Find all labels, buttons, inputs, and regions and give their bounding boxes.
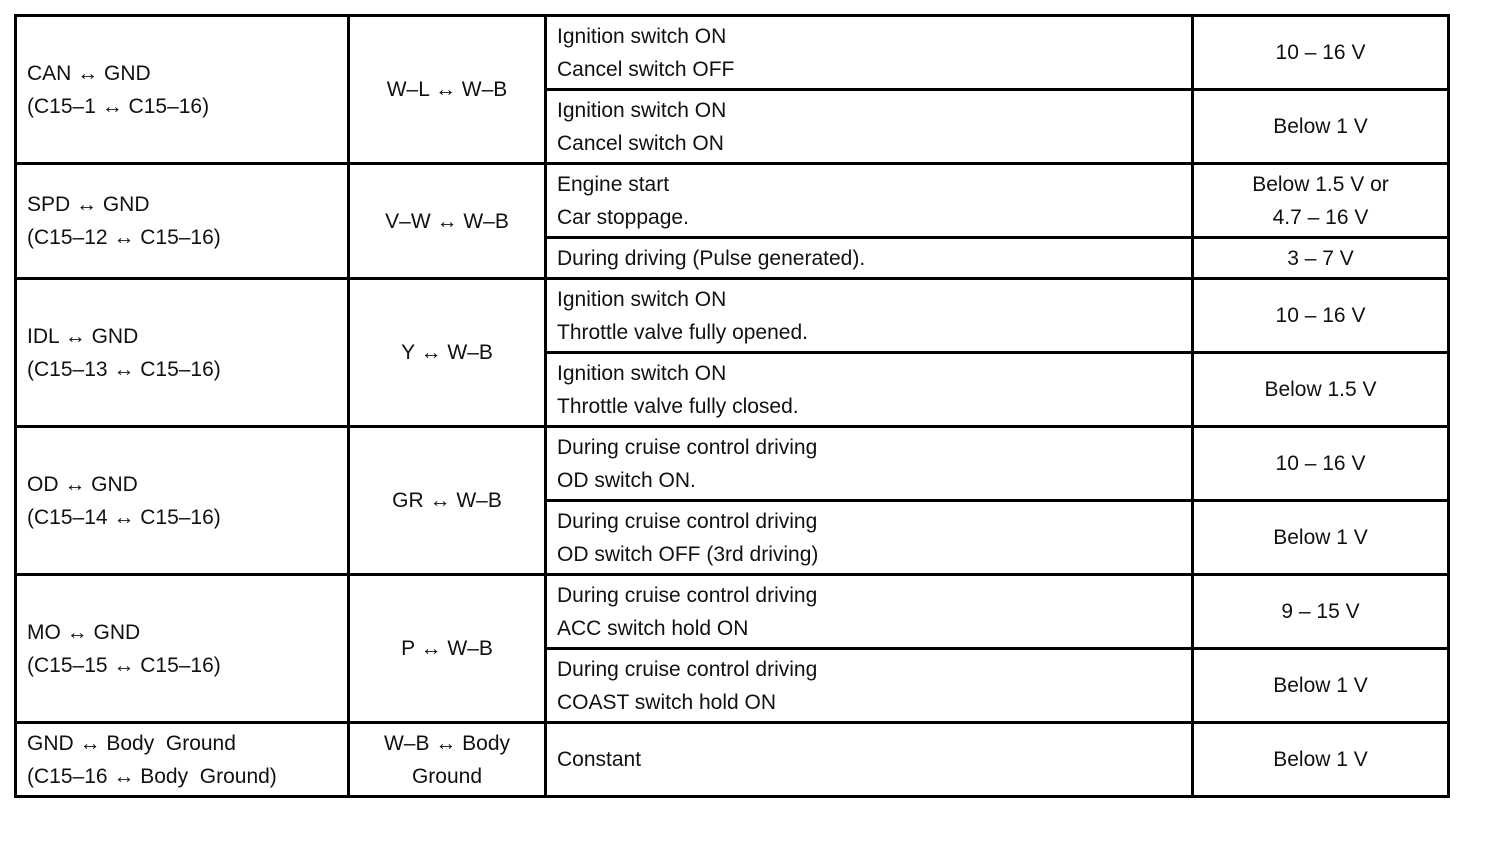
specified-value-cell <box>1193 238 1449 279</box>
cell-text-line: GND ↔ Body Ground <box>27 731 236 755</box>
wire-color-cell <box>349 427 546 575</box>
cell-text-line: (C15–15 ↔ C15–16) <box>27 653 221 677</box>
cell-text-line: OD switch OFF (3rd driving) <box>557 542 819 566</box>
cell-text-line: Below 1 V <box>1273 674 1368 697</box>
cell-text-line: During driving (Pulse generated). <box>557 246 866 270</box>
cell-text-line: 10 – 16 V <box>1275 452 1366 475</box>
cell-text-line: V–W ↔ W–B <box>385 209 509 233</box>
cell-text-line: Below 1 V <box>1273 748 1368 771</box>
cell-text-line: SPD ↔ GND <box>27 193 150 216</box>
cell-text-line: Constant <box>557 748 642 771</box>
wire-color-cell <box>349 164 546 279</box>
cell-text-line: W–B ↔ Body <box>383 731 511 755</box>
cell-text-line: COAST switch hold ON <box>557 690 777 714</box>
cell-text-line: Cancel switch ON <box>557 131 724 155</box>
terminal-cell <box>16 575 349 723</box>
cell-text-line: GR ↔ W–B <box>392 489 502 512</box>
specified-value-cell <box>1193 427 1449 501</box>
cell-text-line: During cruise control driving <box>557 435 818 459</box>
cell-text-line: (C15–12 ↔ C15–16) <box>27 226 221 249</box>
condition-cell <box>546 427 1193 501</box>
cell-text-line: During cruise control driving <box>557 583 818 607</box>
terminal-voltage-table <box>14 14 1450 798</box>
specified-value-cell <box>1193 16 1449 90</box>
table-row <box>16 427 1449 501</box>
cell-text-line: Throttle valve fully opened. <box>557 320 808 344</box>
cell-text-line: Ignition switch ON <box>557 24 727 48</box>
condition-cell <box>546 16 1193 90</box>
cell-text-line: CAN ↔ GND <box>27 61 151 85</box>
cell-text-line: Ignition switch ON <box>557 98 727 122</box>
specified-value-cell <box>1193 353 1449 427</box>
cell-text-line: Engine start <box>557 172 670 196</box>
cell-text-line: Ground <box>411 764 483 788</box>
cell-text-line: IDL ↔ GND <box>27 324 139 348</box>
table-row <box>16 279 1449 353</box>
condition-cell <box>546 238 1193 279</box>
cell-text-line: 9 – 15 V <box>1281 600 1360 623</box>
cell-text-line: Throttle valve fully closed. <box>557 394 799 418</box>
terminal-cell <box>16 427 349 575</box>
wire-color-cell <box>349 575 546 723</box>
cell-text-line: (C15–14 ↔ C15–16) <box>27 505 221 529</box>
condition-cell <box>546 649 1193 723</box>
specified-value-cell <box>1193 575 1449 649</box>
terminal-cell <box>16 279 349 427</box>
wire-color-cell <box>349 279 546 427</box>
wire-color-cell <box>349 723 546 797</box>
cell-text-line: Below 1.5 V or <box>1252 172 1389 196</box>
cell-text-line: Below 1 V <box>1273 526 1368 549</box>
specified-value-cell <box>1193 90 1449 164</box>
cell-text-line: 3 – 7 V <box>1287 246 1354 270</box>
cell-text-line: OD ↔ GND <box>27 472 138 496</box>
cell-text-line: 4.7 – 16 V <box>1272 205 1369 229</box>
specified-value-cell <box>1193 279 1449 353</box>
cell-text-line: Y ↔ W–B <box>401 341 493 364</box>
condition-cell <box>546 501 1193 575</box>
condition-cell <box>546 353 1193 427</box>
cell-text-line: (C15–1 ↔ C15–16) <box>27 94 210 118</box>
cell-text-line: During cruise control driving <box>557 657 818 681</box>
cell-text-line: 10 – 16 V <box>1275 304 1366 327</box>
cell-text-line: Car stoppage. <box>557 205 689 229</box>
terminal-cell <box>16 164 349 279</box>
cell-text-line: W–L ↔ W–B <box>386 78 508 101</box>
specified-value-cell <box>1193 723 1449 797</box>
cell-text-line: Below 1.5 V <box>1264 378 1377 401</box>
condition-cell <box>546 90 1193 164</box>
cell-text-line: Cancel switch OFF <box>557 57 735 81</box>
wire-color-cell <box>349 16 546 164</box>
cell-text-line: OD switch ON. <box>557 468 696 492</box>
cell-text-line: During cruise control driving <box>557 509 818 533</box>
cell-text-line: P ↔ W–B <box>401 637 493 660</box>
terminal-cell <box>16 16 349 164</box>
cell-text-line: (C15–13 ↔ C15–16) <box>27 357 221 381</box>
cell-text-line: ACC switch hold ON <box>557 616 749 640</box>
table-row <box>16 723 1449 797</box>
cell-text-line: 10 – 16 V <box>1275 41 1366 64</box>
specified-value-cell <box>1193 164 1449 238</box>
cell-text-line: Below 1 V <box>1273 115 1368 138</box>
table-row <box>16 575 1449 649</box>
cell-text-line: (C15–16 ↔ Body Ground) <box>27 764 277 788</box>
table-row <box>16 16 1449 90</box>
table-row <box>16 164 1449 238</box>
condition-cell <box>546 164 1193 238</box>
specified-value-cell <box>1193 501 1449 575</box>
condition-cell <box>546 279 1193 353</box>
condition-cell <box>546 575 1193 649</box>
specified-value-cell <box>1193 649 1449 723</box>
cell-text-line: MO ↔ GND <box>27 620 141 644</box>
cell-text-line: Ignition switch ON <box>557 287 727 311</box>
condition-cell <box>546 723 1193 797</box>
terminal-cell <box>16 723 349 797</box>
cell-text-line: Ignition switch ON <box>557 361 727 385</box>
